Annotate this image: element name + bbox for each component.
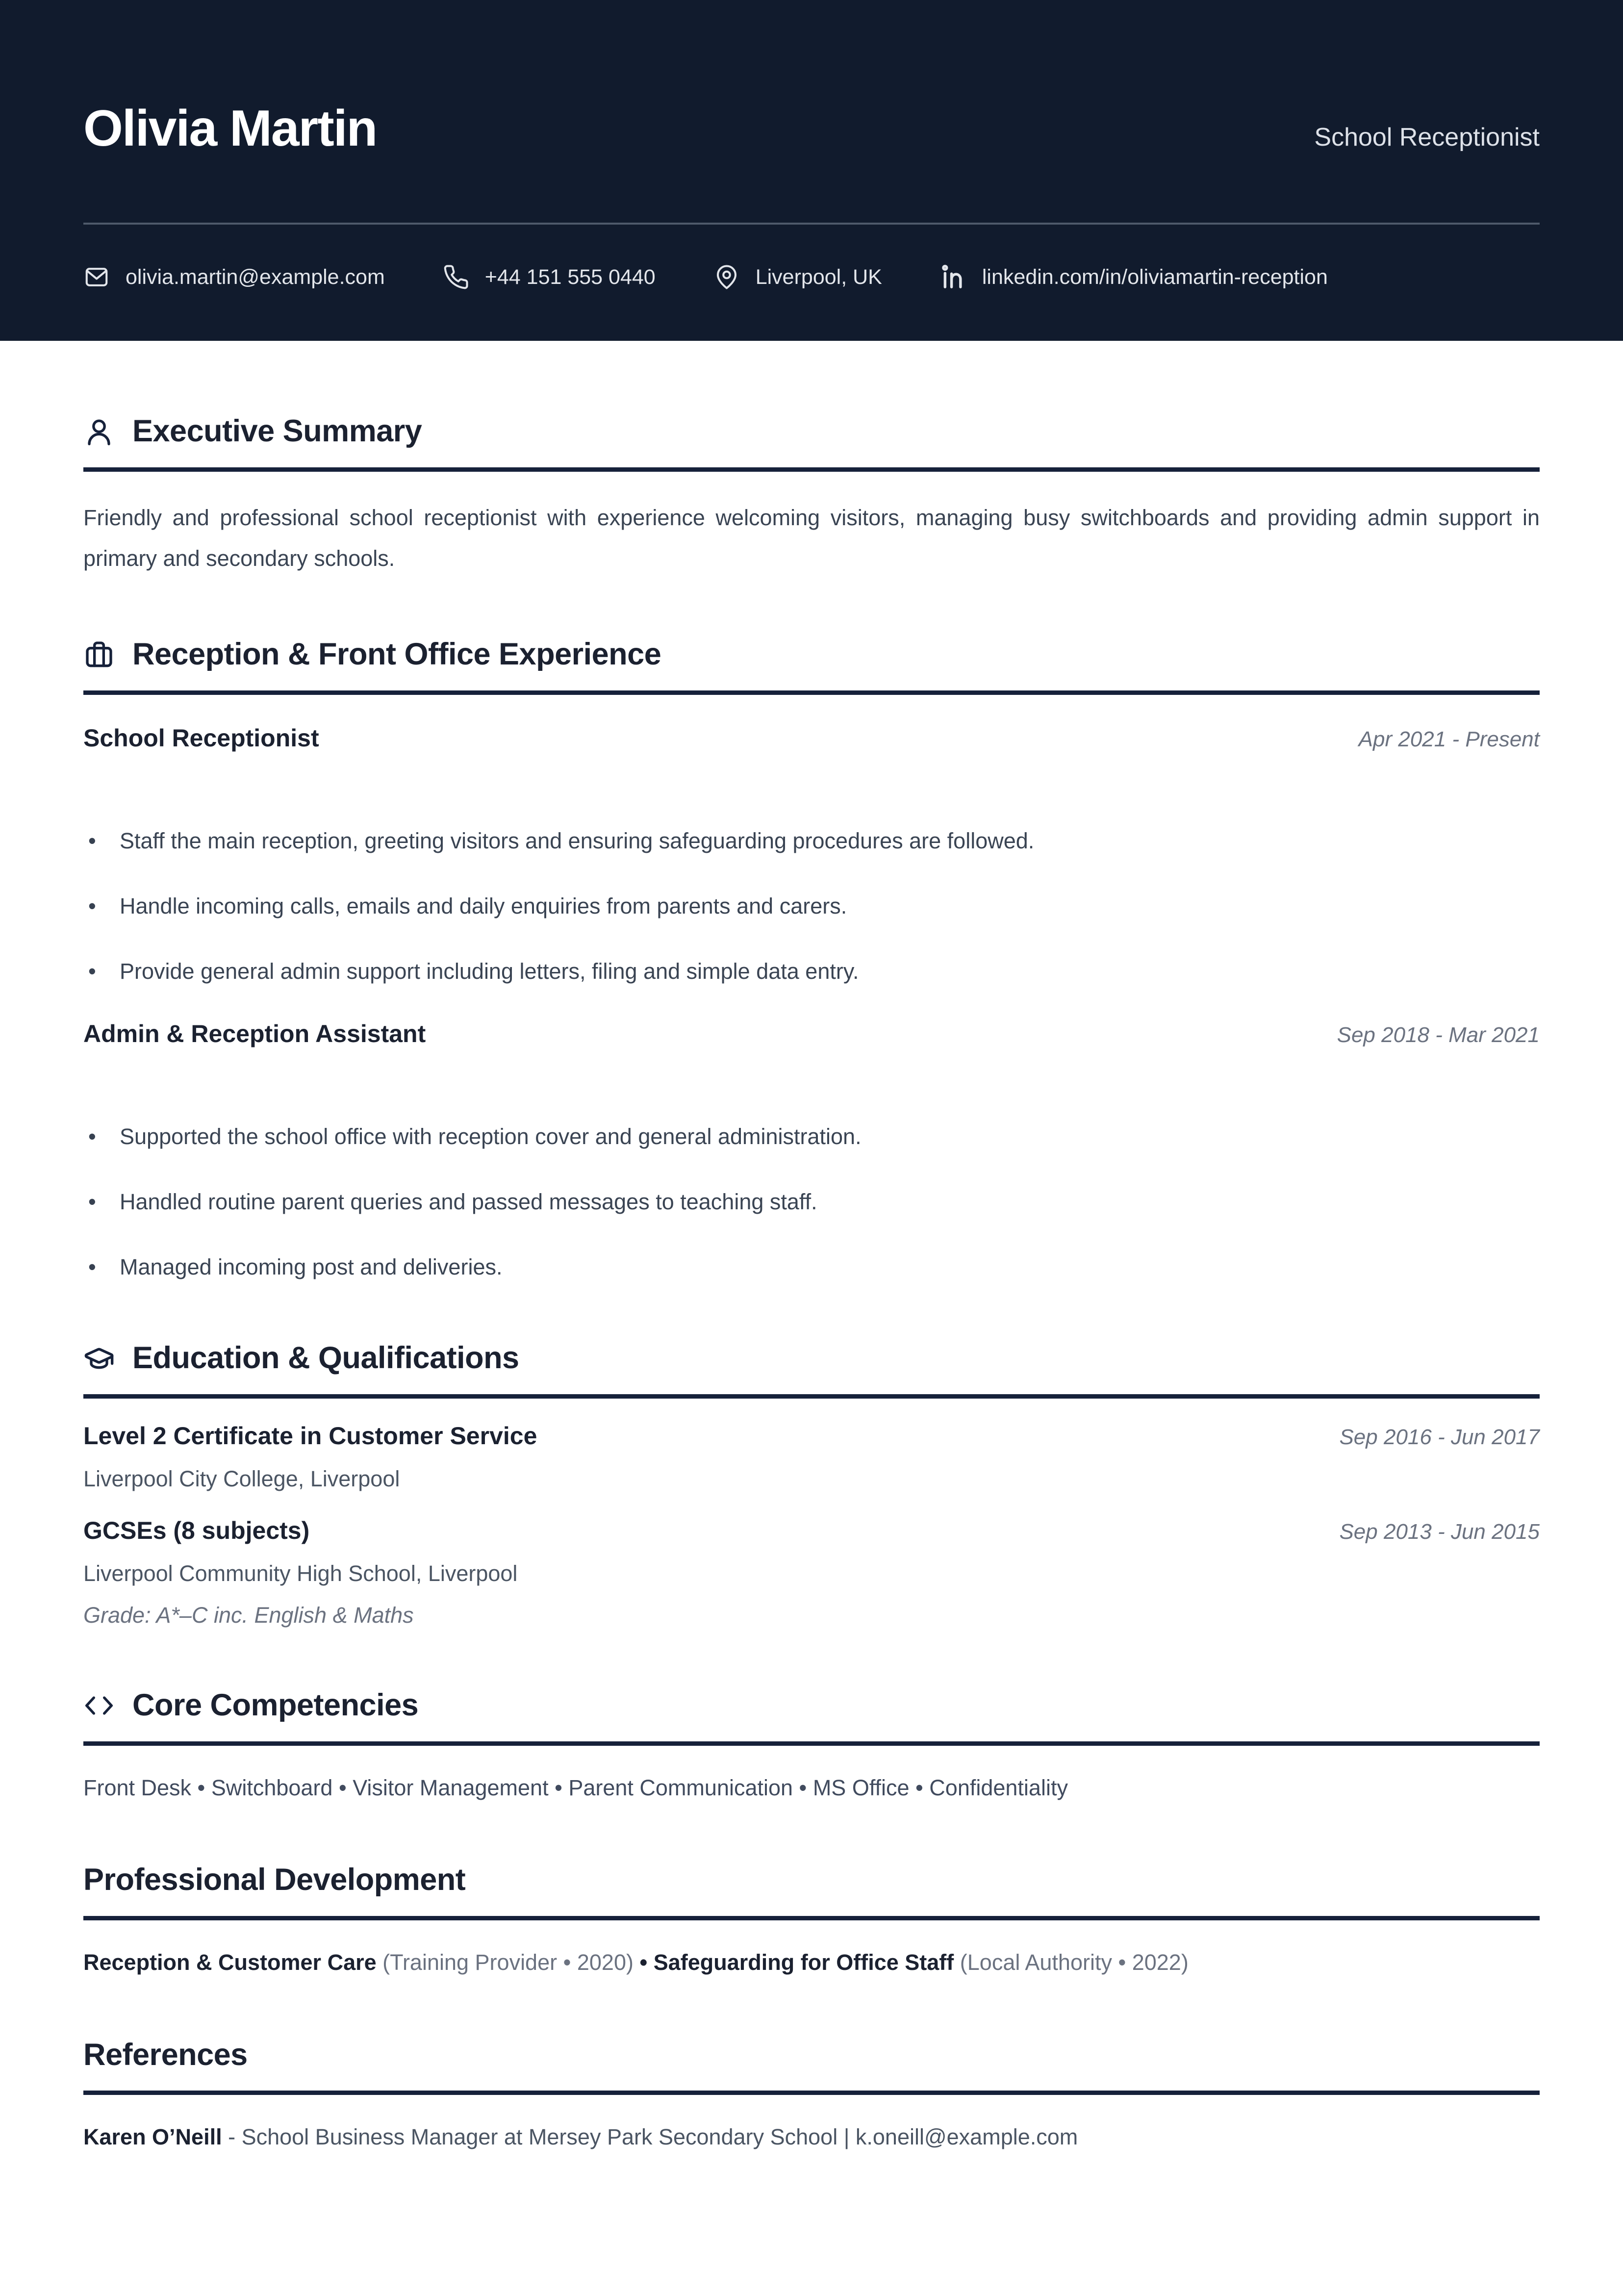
references-title: References xyxy=(83,2037,248,2072)
development-line xyxy=(83,1946,1540,1979)
candidate-role: School Receptionist xyxy=(1314,123,1540,152)
education-title: Education & Qualifications xyxy=(132,1340,519,1375)
section-professional-development xyxy=(83,1862,1540,1979)
education-entry-title: GCSEs (8 subjects) xyxy=(83,1517,310,1545)
job-bullet: • Provide general admin support including letters, filing and simple data entry. xyxy=(83,956,1540,987)
job-bullet-list xyxy=(83,825,1540,987)
education-entry-dates: Sep 2013 - Jun 2015 xyxy=(1339,1520,1540,1544)
education-entry-grade: Grade: A*–C inc. English & Maths xyxy=(83,1602,414,1628)
resume-body xyxy=(0,413,1623,2154)
job-bullet: • Managed incoming post and deliveries. xyxy=(83,1251,1540,1282)
education-entry xyxy=(83,1515,1540,1630)
header-banner xyxy=(0,0,1623,341)
education-entry xyxy=(83,1420,1540,1494)
development-course-name: Safeguarding for Office Staff xyxy=(653,1950,954,1975)
summary-heading-row xyxy=(83,413,1540,450)
development-course-meta: (Training Provider • 2020) xyxy=(376,1950,634,1975)
contact-linkedin-text: linkedin.com/in/oliviamartin-reception xyxy=(982,265,1328,289)
development-heading-row xyxy=(83,1862,1540,1898)
job-dates: Apr 2021 - Present xyxy=(1358,727,1540,751)
education-entry-org: Liverpool Community High School, Liverpool xyxy=(83,1561,518,1586)
job-entry xyxy=(83,722,1540,987)
job-dates: Sep 2018 - Mar 2021 xyxy=(1337,1022,1540,1047)
contact-email xyxy=(83,264,385,290)
development-title: Professional Development xyxy=(83,1862,466,1897)
education-entry-title: Level 2 Certificate in Customer Service xyxy=(83,1422,537,1450)
references-rule xyxy=(83,2091,1540,2095)
job-title: School Receptionist xyxy=(83,724,319,752)
graduation-cap-icon xyxy=(83,1343,115,1374)
header-divider xyxy=(83,223,1540,225)
competencies-heading-row xyxy=(83,1687,1540,1724)
job-title-row xyxy=(83,1018,1540,1050)
job-title-row xyxy=(83,722,1540,754)
briefcase-icon xyxy=(83,639,115,670)
section-core-competencies xyxy=(83,1687,1540,1804)
development-rule xyxy=(83,1916,1540,1920)
competencies-list: Front Desk • Switchboard • Visitor Management • Parent Communication • MS Office • Confidentiality xyxy=(83,1775,1068,1800)
education-title-row xyxy=(83,1515,1540,1547)
contact-phone-text: +44 151 555 0440 xyxy=(484,265,656,289)
reference-details: - School Business Manager at Mersey Park Secondary School | k.oneill@example.com xyxy=(222,2124,1078,2150)
development-course-name: Reception & Customer Care xyxy=(83,1950,377,1975)
section-education xyxy=(83,1340,1540,1630)
phone-icon xyxy=(443,264,469,290)
contact-phone xyxy=(443,264,656,290)
contact-location-text: Liverpool, UK xyxy=(755,265,882,289)
experience-title: Reception & Front Office Experience xyxy=(132,637,661,672)
contact-row xyxy=(83,264,1540,290)
references-heading-row xyxy=(83,2037,1540,2073)
section-executive-summary xyxy=(83,413,1540,579)
person-icon xyxy=(83,416,115,447)
map-pin-icon xyxy=(713,264,740,290)
candidate-name: Olivia Martin xyxy=(83,100,377,157)
job-bullet-list xyxy=(83,1121,1540,1282)
section-experience xyxy=(83,637,1540,1282)
development-separator: • xyxy=(633,1950,654,1975)
experience-heading-row xyxy=(83,637,1540,673)
mail-icon xyxy=(83,264,110,290)
education-entry-org: Liverpool City College, Liverpool xyxy=(83,1466,400,1491)
section-references xyxy=(83,2037,1540,2154)
education-title-row xyxy=(83,1420,1540,1452)
header-top-row xyxy=(83,101,1540,156)
development-course-meta: (Local Authority • 2022) xyxy=(954,1950,1189,1975)
education-rule xyxy=(83,1394,1540,1399)
experience-rule xyxy=(83,690,1540,695)
job-bullet: • Handled routine parent queries and passed messages to teaching staff. xyxy=(83,1186,1540,1217)
code-icon xyxy=(83,1690,115,1721)
summary-text: Friendly and professional school receptionist with experience welcoming visitors, managing busy switchboards and providing admin support in primary and secondary schools. xyxy=(83,505,1540,571)
education-heading-row xyxy=(83,1340,1540,1377)
reference-name: Karen O’Neill xyxy=(83,2124,222,2150)
contact-linkedin xyxy=(940,264,1328,290)
job-bullet: • Handle incoming calls, emails and daily enquiries from parents and carers. xyxy=(83,891,1540,921)
linkedin-icon xyxy=(940,264,966,290)
job-entry xyxy=(83,1018,1540,1282)
job-bullet: • Supported the school office with reception cover and general administration. xyxy=(83,1121,1540,1152)
summary-title: Executive Summary xyxy=(132,414,422,448)
reference-line xyxy=(83,2120,1540,2154)
competencies-title: Core Competencies xyxy=(132,1688,419,1723)
summary-rule xyxy=(83,467,1540,472)
job-title: Admin & Reception Assistant xyxy=(83,1020,426,1047)
education-entry-dates: Sep 2016 - Jun 2017 xyxy=(1339,1425,1540,1449)
contact-email-text: olivia.martin@example.com xyxy=(126,265,385,289)
contact-location xyxy=(713,264,882,290)
competencies-rule xyxy=(83,1741,1540,1746)
job-bullet: • Staff the main reception, greeting visitors and ensuring safeguarding procedures are followed. xyxy=(83,825,1540,856)
